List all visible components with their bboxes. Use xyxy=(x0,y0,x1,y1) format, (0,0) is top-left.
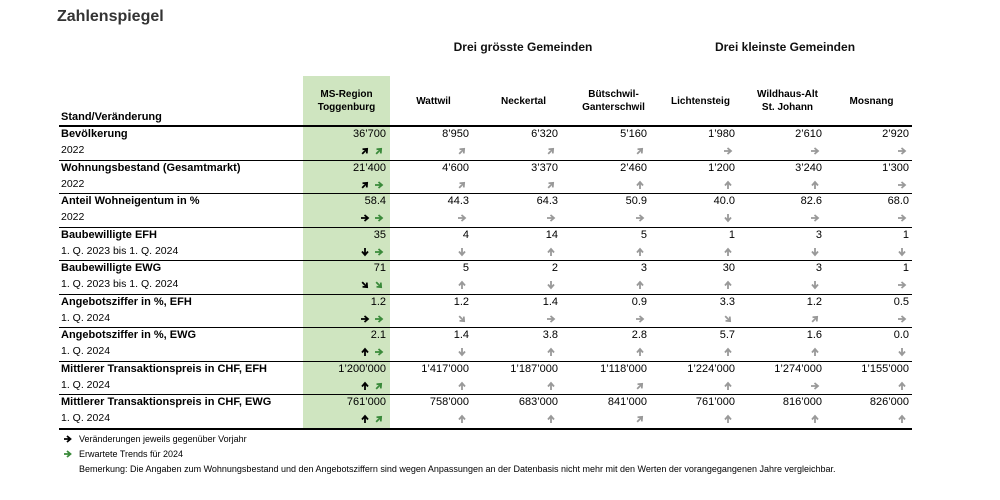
row-label: Angebotsziffer in %, EWG xyxy=(61,329,197,341)
arrow-right-icon xyxy=(897,213,907,223)
column-header: Wattwil xyxy=(416,95,451,107)
row-divider xyxy=(59,428,912,430)
value-cell: 2’920 xyxy=(882,128,909,140)
value-cell: 1.2 xyxy=(453,295,469,308)
arrow-right-icon xyxy=(897,280,907,290)
value-cell: 0.0 xyxy=(893,329,909,341)
value-cell: 1’200’000 xyxy=(338,362,386,375)
row-label: Mittlerer Transaktionspreis in CHF, EFH xyxy=(61,362,267,375)
arrow-up-icon xyxy=(723,414,733,424)
arrow-right-icon xyxy=(360,213,370,223)
arrow-right-icon xyxy=(374,314,384,324)
arrow-up-icon xyxy=(635,347,645,357)
legend-item-change xyxy=(63,434,247,444)
value-cell: 64.3 xyxy=(536,195,558,207)
column-header: Bütschwil- Ganterschwil xyxy=(582,89,645,113)
row-label: Baubewilligte EWG xyxy=(61,262,162,274)
value-cell: 1’200 xyxy=(708,161,735,174)
value-cell: 3.8 xyxy=(542,329,558,341)
value-cell: 1 xyxy=(728,228,735,241)
arrow-up-icon xyxy=(360,347,370,357)
arrow-up-right-icon xyxy=(635,146,645,156)
arrow-up-icon xyxy=(635,280,645,290)
value-cell: 1’224’000 xyxy=(687,362,735,375)
value-cell: 1 xyxy=(902,262,909,274)
value-cell: 3.3 xyxy=(719,295,735,308)
arrow-up-icon xyxy=(546,381,556,391)
value-cell: 3 xyxy=(815,262,822,274)
arrow-down-icon xyxy=(723,213,733,223)
arrow-up-right-icon xyxy=(457,180,467,190)
arrow-up-icon xyxy=(723,381,733,391)
arrow-up-right-icon xyxy=(546,180,556,190)
value-cell: 21’400 xyxy=(352,161,386,174)
arrow-down-icon xyxy=(546,280,556,290)
arrow-up-icon xyxy=(810,180,820,190)
arrow-down-right-icon xyxy=(374,280,384,290)
arrow-right-icon xyxy=(546,314,556,324)
arrow-up-icon xyxy=(546,247,556,257)
value-cell: 3’370 xyxy=(531,161,558,174)
value-cell: 1.4 xyxy=(453,329,469,341)
arrow-down-right-icon xyxy=(457,314,467,324)
arrow-up-right-icon xyxy=(810,314,820,324)
value-cell: 71 xyxy=(373,262,386,274)
value-cell: 5’160 xyxy=(620,128,647,140)
value-cell: 0.9 xyxy=(631,295,647,308)
arrow-down-icon xyxy=(810,247,820,257)
row-divider xyxy=(59,394,912,395)
row-divider xyxy=(59,125,912,127)
value-cell: 68.0 xyxy=(887,195,909,207)
row-label: Mittlerer Transaktionspreis in CHF, EWG xyxy=(61,396,272,408)
row-label: Bevölkerung xyxy=(61,128,128,140)
row-period: 1. Q. 2024 xyxy=(61,345,111,357)
value-cell: 1’274’000 xyxy=(774,362,822,375)
arrow-up-icon xyxy=(360,414,370,424)
value-cell: 58.4 xyxy=(364,195,386,207)
arrow-right-icon xyxy=(810,146,820,156)
value-cell: 82.6 xyxy=(800,195,822,207)
value-cell: 683’000 xyxy=(518,396,558,408)
row-period: 1. Q. 2024 xyxy=(61,412,111,424)
value-cell: 2 xyxy=(551,262,558,274)
arrow-up-icon xyxy=(546,414,556,424)
arrow-down-right-icon xyxy=(360,280,370,290)
value-cell: 4 xyxy=(462,228,469,241)
arrow-right-icon xyxy=(810,381,820,391)
arrow-up-right-icon xyxy=(635,414,645,424)
arrow-down-icon xyxy=(457,247,467,257)
value-cell: 1 xyxy=(902,228,909,241)
row-period: 2022 xyxy=(61,144,85,156)
arrow-up-icon xyxy=(723,347,733,357)
row-period: 1. Q. 2023 bis 1. Q. 2024 xyxy=(61,278,179,290)
legend-text-change: Veränderungen jeweils gegenüber Vorjahr xyxy=(79,434,247,444)
arrow-up-icon xyxy=(897,414,907,424)
value-cell: 1’980 xyxy=(708,128,735,140)
arrow-right-icon xyxy=(546,213,556,223)
arrow-down-right-icon xyxy=(723,314,733,324)
arrow-up-icon xyxy=(360,381,370,391)
column-header: MS-Region Toggenburg xyxy=(317,89,376,113)
arrow-right-icon xyxy=(897,180,907,190)
value-cell: 6’320 xyxy=(531,128,558,140)
arrow-up-icon xyxy=(546,347,556,357)
stand-label: Stand/Veränderung xyxy=(61,111,162,123)
group-label-smallest: Drei kleinste Gemeinden xyxy=(714,40,856,54)
value-cell: 841’000 xyxy=(607,396,647,408)
value-cell: 5.7 xyxy=(719,329,735,341)
value-cell: 8’950 xyxy=(442,128,469,140)
row-period: 1. Q. 2024 xyxy=(61,311,111,324)
arrow-up-right-icon xyxy=(360,180,370,190)
arrow-up-right-icon xyxy=(374,414,384,424)
row-divider xyxy=(59,327,912,328)
arrow-up-icon xyxy=(897,381,907,391)
arrow-up-icon xyxy=(635,180,645,190)
arrow-down-icon xyxy=(897,247,907,257)
value-cell: 3 xyxy=(815,228,822,241)
column-header: Lichtensteig xyxy=(671,95,730,107)
arrow-right-icon xyxy=(63,449,73,459)
row-period: 2022 xyxy=(61,211,85,223)
arrow-down-icon xyxy=(810,280,820,290)
arrow-right-icon xyxy=(360,314,370,324)
value-cell: 14 xyxy=(545,228,558,241)
group-label-largest: Drei grösste Gemeinden xyxy=(453,40,593,54)
row-divider xyxy=(59,260,912,261)
value-cell: 5 xyxy=(462,262,469,274)
arrow-down-icon xyxy=(457,347,467,357)
arrow-up-icon xyxy=(723,280,733,290)
arrow-right-icon xyxy=(63,434,73,444)
arrow-right-icon xyxy=(897,314,907,324)
note-text: Bemerkung: Die Angaben zum Wohnungsbestand und den Angebotsziffern sind wegen Anpassungen an der Datenbasis nicht mehr mit den Werten der vorangegangenen Jahre vergleichbar. xyxy=(79,464,836,474)
arrow-up-right-icon xyxy=(457,146,467,156)
value-cell: 36’700 xyxy=(352,128,386,140)
value-cell: 5 xyxy=(640,228,647,241)
arrow-right-icon xyxy=(374,247,384,257)
arrow-up-icon xyxy=(723,180,733,190)
value-cell: 2.1 xyxy=(370,329,386,341)
arrow-up-icon xyxy=(635,247,645,257)
column-header: Mosnang xyxy=(849,95,894,107)
value-cell: 50.9 xyxy=(625,195,647,207)
value-cell: 3 xyxy=(640,262,647,274)
arrow-right-icon xyxy=(374,213,384,223)
value-cell: 2.8 xyxy=(631,329,647,341)
row-divider xyxy=(59,193,912,194)
arrow-up-right-icon xyxy=(374,381,384,391)
arrow-down-icon xyxy=(897,347,907,357)
arrow-up-icon xyxy=(457,414,467,424)
value-cell: 3’240 xyxy=(795,161,822,174)
arrow-right-icon xyxy=(635,213,645,223)
arrow-up-icon xyxy=(457,381,467,391)
arrow-up-right-icon xyxy=(360,146,370,156)
arrow-down-icon xyxy=(360,247,370,257)
value-cell: 758’000 xyxy=(429,396,469,408)
value-cell: 1.2 xyxy=(370,295,386,308)
value-cell: 44.3 xyxy=(447,195,469,207)
value-cell: 816’000 xyxy=(782,396,822,408)
value-cell: 1’155’000 xyxy=(861,362,909,375)
row-period: 1. Q. 2024 xyxy=(61,378,111,391)
arrow-up-right-icon xyxy=(635,381,645,391)
arrow-right-icon xyxy=(374,180,384,190)
legend-item-trend xyxy=(63,449,183,459)
arrow-up-right-icon xyxy=(546,146,556,156)
arrow-right-icon xyxy=(374,347,384,357)
value-cell: 35 xyxy=(373,228,386,241)
arrow-right-icon xyxy=(457,213,467,223)
arrow-right-icon xyxy=(897,146,907,156)
row-label: Angebotsziffer in %, EFH xyxy=(61,295,192,308)
row-period: 2022 xyxy=(61,177,85,190)
value-cell: 40.0 xyxy=(713,195,735,207)
value-cell: 1’118’000 xyxy=(600,362,647,375)
arrow-right-icon xyxy=(810,213,820,223)
value-cell: 1.6 xyxy=(806,329,822,341)
column-header: Wildhaus-Alt St. Johann xyxy=(756,89,818,113)
value-cell: 761’000 xyxy=(695,396,735,408)
arrow-up-icon xyxy=(810,414,820,424)
page-title: Zahlenspiegel xyxy=(57,8,164,25)
arrow-up-right-icon xyxy=(374,146,384,156)
arrow-up-icon xyxy=(810,347,820,357)
arrow-up-icon xyxy=(723,247,733,257)
row-label: Baubewilligte EFH xyxy=(61,228,157,241)
value-cell: 1.4 xyxy=(542,295,558,308)
value-cell: 1’187’000 xyxy=(510,362,558,375)
value-cell: 826’000 xyxy=(869,396,909,408)
value-cell: 2’460 xyxy=(620,161,647,174)
column-header: Neckertal xyxy=(500,95,547,107)
arrow-right-icon xyxy=(635,314,645,324)
value-cell: 2’610 xyxy=(795,128,822,140)
legend-text-trend: Erwartete Trends für 2024 xyxy=(79,449,184,459)
row-label: Anteil Wohneigentum in % xyxy=(61,195,200,207)
row-period: 1. Q. 2023 bis 1. Q. 2024 xyxy=(61,244,179,257)
value-cell: 4’600 xyxy=(442,161,469,174)
value-cell: 1.2 xyxy=(806,295,822,308)
value-cell: 0.5 xyxy=(893,295,909,308)
value-cell: 1’300 xyxy=(882,161,909,174)
arrow-up-icon xyxy=(457,280,467,290)
row-label: Wohnungsbestand (Gesamtmarkt) xyxy=(61,161,241,174)
arrow-right-icon xyxy=(723,146,733,156)
value-cell: 30 xyxy=(722,262,735,274)
value-cell: 1’417’000 xyxy=(421,362,469,375)
value-cell: 761’000 xyxy=(346,396,386,408)
